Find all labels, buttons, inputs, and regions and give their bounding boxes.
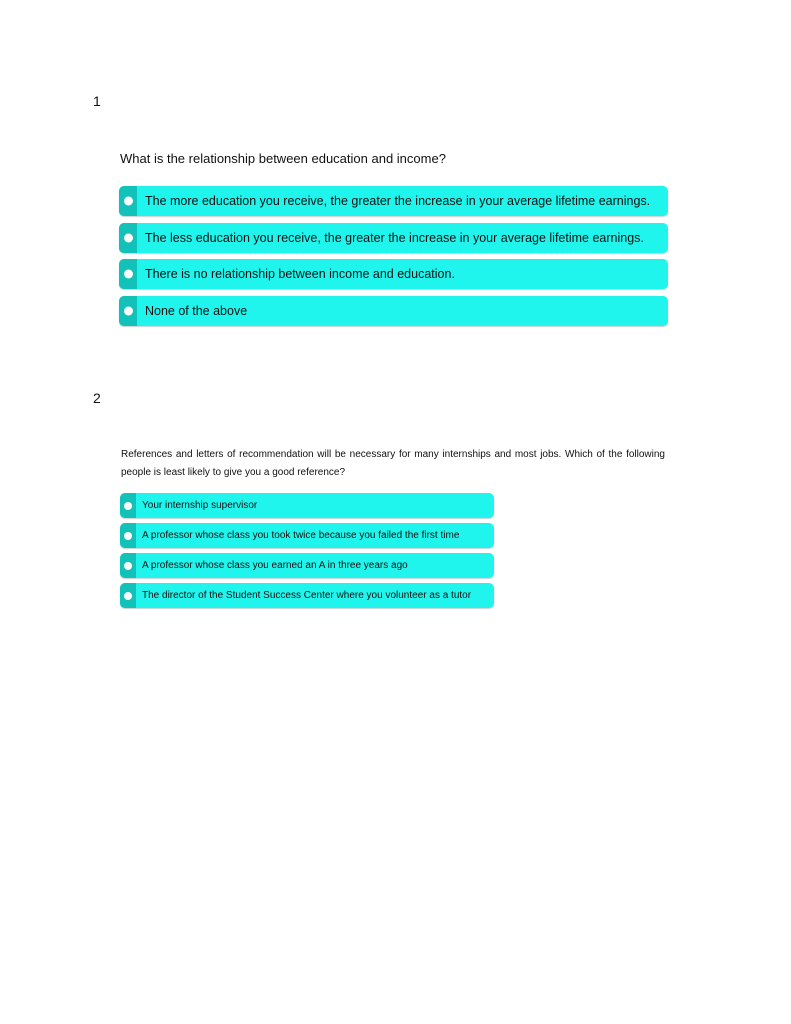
question-1-prompt: What is the relationship between education and income? bbox=[120, 151, 446, 166]
option-label: There is no relationship between income and education. bbox=[145, 267, 455, 281]
question-number-2: 2 bbox=[93, 390, 101, 406]
question-2-prompt: References and letters of recommendation will be necessary for many internships and most jobs. Which of the following people is least likely to give you a good reference? bbox=[121, 449, 665, 478]
question-2-option-4[interactable] bbox=[120, 583, 494, 608]
option-label: The less education you receive, the greater the increase in your average lifetime earnings. bbox=[145, 230, 644, 245]
radio-button-icon[interactable] bbox=[124, 592, 132, 600]
question-1-option-2[interactable] bbox=[119, 223, 668, 253]
question-1-option-3[interactable] bbox=[119, 259, 668, 289]
option-label: The more education you receive, the greater the increase in your average lifetime earnings. bbox=[145, 194, 651, 208]
radio-button-icon[interactable] bbox=[124, 532, 132, 540]
question-1-option-4[interactable] bbox=[119, 296, 668, 326]
radio-button-icon[interactable] bbox=[124, 197, 133, 206]
radio-button-icon[interactable] bbox=[124, 306, 133, 315]
question-2-option-1[interactable] bbox=[120, 493, 494, 518]
question-number-1: 1 bbox=[93, 93, 101, 109]
question-2-option-3[interactable] bbox=[120, 553, 494, 578]
question-2-options bbox=[120, 493, 494, 613]
option-label: None of the above bbox=[145, 303, 248, 318]
radio-button-icon[interactable] bbox=[124, 562, 132, 570]
option-label: The director of the Student Success Center where you volunteer as a tutor bbox=[142, 590, 472, 601]
question-1-options bbox=[119, 186, 668, 332]
question-2-option-2[interactable] bbox=[120, 523, 494, 548]
radio-button-icon[interactable] bbox=[124, 270, 133, 279]
option-label: A professor whose class you earned an A in three years ago bbox=[142, 560, 408, 571]
radio-button-icon[interactable] bbox=[124, 502, 132, 510]
option-label: A professor whose class you took twice because you failed the first time bbox=[142, 530, 460, 541]
radio-button-icon[interactable] bbox=[124, 233, 133, 242]
question-1-option-1[interactable] bbox=[119, 186, 668, 216]
option-label: Your internship supervisor bbox=[142, 500, 258, 511]
